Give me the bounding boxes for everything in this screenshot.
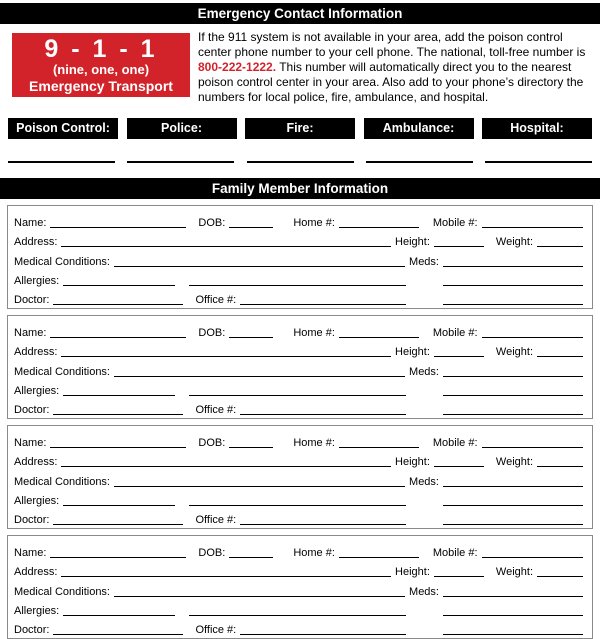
member-row-1 bbox=[14, 541, 583, 560]
meds-continuation-line[interactable] bbox=[443, 276, 583, 286]
family-member-header-title: Family Member Information bbox=[211, 181, 389, 196]
meds-line[interactable] bbox=[443, 587, 583, 597]
medical-conditions-label: Medical Conditions: bbox=[14, 365, 110, 378]
member-row-5 bbox=[14, 508, 583, 527]
medical-conditions-label: Medical Conditions: bbox=[14, 585, 110, 598]
dob-label: DOB: bbox=[198, 437, 226, 450]
allergies-continuation-line[interactable] bbox=[189, 496, 406, 506]
fire-label: Fire: bbox=[245, 118, 355, 139]
name-line[interactable] bbox=[50, 218, 186, 228]
meds-label: Meds: bbox=[409, 365, 439, 378]
family-member-block bbox=[7, 425, 593, 529]
member-row-1 bbox=[14, 321, 583, 340]
member-row-2 bbox=[14, 230, 583, 249]
member-row-5 bbox=[14, 398, 583, 417]
name-line[interactable] bbox=[50, 328, 186, 338]
height-line[interactable] bbox=[434, 237, 484, 247]
allergies-line[interactable] bbox=[63, 496, 175, 506]
doctor-label: Doctor: bbox=[14, 623, 50, 636]
name-label: Name: bbox=[14, 437, 47, 450]
allergies-line[interactable] bbox=[63, 606, 175, 616]
mobile-phone-label: Mobile #: bbox=[432, 327, 478, 340]
mobile-phone-line[interactable] bbox=[482, 218, 583, 228]
address-line[interactable] bbox=[61, 237, 391, 247]
height-line[interactable] bbox=[434, 457, 484, 467]
weight-line[interactable] bbox=[537, 457, 583, 467]
meds-continuation-line-2[interactable] bbox=[443, 405, 583, 415]
dob-label: DOB: bbox=[198, 217, 226, 230]
home-phone-label: Home #: bbox=[293, 437, 335, 450]
dob-label: DOB: bbox=[198, 327, 226, 340]
allergies-continuation-line[interactable] bbox=[189, 276, 406, 286]
meds-continuation-line[interactable] bbox=[443, 496, 583, 506]
member-row-5 bbox=[14, 288, 583, 307]
meds-label: Meds: bbox=[409, 585, 439, 598]
home-phone-label: Home #: bbox=[293, 217, 335, 230]
medical-conditions-line[interactable] bbox=[114, 367, 405, 377]
member-row-1 bbox=[14, 211, 583, 230]
dob-line[interactable] bbox=[229, 438, 273, 448]
name-line[interactable] bbox=[50, 548, 186, 558]
mobile-phone-line[interactable] bbox=[482, 548, 583, 558]
meds-continuation-line-2[interactable] bbox=[443, 625, 583, 635]
address-label: Address: bbox=[14, 566, 58, 579]
mobile-phone-line[interactable] bbox=[482, 328, 583, 338]
address-label: Address: bbox=[14, 346, 58, 359]
intro-text-before: If the 911 system is not available in your area, add the poison control center phone number to your cell phone. The national, toll-free number is bbox=[198, 30, 586, 59]
weight-label: Weight: bbox=[495, 456, 533, 469]
meds-line[interactable] bbox=[443, 257, 583, 267]
member-row-5 bbox=[14, 618, 583, 637]
height-label: Height: bbox=[395, 456, 430, 469]
emergency-contact-blank-lines bbox=[8, 139, 592, 163]
member-row-2 bbox=[14, 450, 583, 469]
ambulance-line[interactable] bbox=[366, 139, 473, 163]
allergies-label: Allergies: bbox=[14, 274, 60, 287]
medical-conditions-label: Medical Conditions: bbox=[14, 475, 110, 488]
weight-line[interactable] bbox=[537, 347, 583, 357]
member-row-4 bbox=[14, 269, 583, 288]
dob-line[interactable] bbox=[229, 218, 273, 228]
height-line[interactable] bbox=[434, 567, 484, 577]
allergies-continuation-line[interactable] bbox=[189, 386, 406, 396]
intro-section bbox=[12, 30, 590, 111]
medical-conditions-line[interactable] bbox=[114, 257, 405, 267]
name-label: Name: bbox=[14, 217, 47, 230]
hospital-line[interactable] bbox=[485, 139, 592, 163]
address-label: Address: bbox=[14, 236, 58, 249]
office-phone-label: Office #: bbox=[195, 403, 237, 416]
meds-continuation-line[interactable] bbox=[443, 386, 583, 396]
mobile-phone-label: Mobile #: bbox=[432, 437, 478, 450]
home-phone-line[interactable] bbox=[339, 218, 419, 228]
home-phone-line[interactable] bbox=[339, 328, 419, 338]
allergies-line[interactable] bbox=[63, 386, 175, 396]
office-phone-line[interactable] bbox=[240, 625, 406, 635]
height-line[interactable] bbox=[434, 347, 484, 357]
weight-line[interactable] bbox=[537, 237, 583, 247]
allergies-label: Allergies: bbox=[14, 604, 60, 617]
doctor-line[interactable] bbox=[53, 625, 183, 635]
address-line[interactable] bbox=[61, 457, 391, 467]
home-phone-line[interactable] bbox=[339, 548, 419, 558]
intro-text-after: This number will automatically direct you to the nearest poison control center in your area. Also add to your phone’s directory the numbers for local police, fire, ambulance, and hospital. bbox=[198, 60, 584, 104]
mobile-phone-label: Mobile #: bbox=[432, 547, 478, 560]
medical-conditions-label: Medical Conditions: bbox=[14, 255, 110, 268]
member-row-4 bbox=[14, 599, 583, 618]
member-row-2 bbox=[14, 560, 583, 579]
mobile-phone-label: Mobile #: bbox=[432, 217, 478, 230]
family-member-block bbox=[7, 535, 593, 639]
911-pronunciation: (nine, one, one) bbox=[52, 62, 150, 77]
family-members-list bbox=[7, 205, 593, 639]
address-line[interactable] bbox=[61, 567, 391, 577]
doctor-label: Doctor: bbox=[14, 293, 50, 306]
height-label: Height: bbox=[395, 346, 430, 359]
meds-continuation-line-2[interactable] bbox=[443, 515, 583, 525]
doctor-label: Doctor: bbox=[14, 403, 50, 416]
poison-control-line[interactable] bbox=[8, 139, 115, 163]
weight-label: Weight: bbox=[495, 236, 533, 249]
member-row-1 bbox=[14, 431, 583, 450]
hospital-label: Hospital: bbox=[482, 118, 592, 139]
emergency-contact-labels-row bbox=[8, 118, 592, 139]
height-label: Height: bbox=[395, 236, 430, 249]
office-phone-line[interactable] bbox=[240, 515, 406, 525]
office-phone-label: Office #: bbox=[195, 513, 237, 526]
allergies-label: Allergies: bbox=[14, 384, 60, 397]
height-label: Height: bbox=[395, 566, 430, 579]
doctor-line[interactable] bbox=[53, 515, 183, 525]
weight-line[interactable] bbox=[537, 567, 583, 577]
weight-label: Weight: bbox=[495, 566, 533, 579]
doctor-line[interactable] bbox=[53, 405, 183, 415]
meds-label: Meds: bbox=[409, 475, 439, 488]
medical-conditions-line[interactable] bbox=[114, 587, 405, 597]
address-line[interactable] bbox=[61, 347, 391, 357]
name-label: Name: bbox=[14, 547, 47, 560]
allergies-line[interactable] bbox=[63, 276, 175, 286]
address-label: Address: bbox=[14, 456, 58, 469]
home-phone-label: Home #: bbox=[293, 547, 335, 560]
meds-label: Meds: bbox=[409, 255, 439, 268]
mobile-phone-line[interactable] bbox=[482, 438, 583, 448]
meds-continuation-line[interactable] bbox=[443, 606, 583, 616]
poison-control-number: 800-222-1222. bbox=[198, 60, 277, 74]
member-row-3 bbox=[14, 579, 583, 598]
doctor-line[interactable] bbox=[53, 295, 183, 305]
family-member-block bbox=[7, 315, 593, 419]
intro-paragraph bbox=[198, 30, 590, 105]
member-row-3 bbox=[14, 359, 583, 378]
office-phone-line[interactable] bbox=[240, 405, 406, 415]
allergies-label: Allergies: bbox=[14, 494, 60, 507]
family-member-block bbox=[7, 205, 593, 309]
911-number: 9 - 1 - 1 bbox=[44, 35, 158, 63]
dob-label: DOB: bbox=[198, 547, 226, 560]
medical-conditions-line[interactable] bbox=[114, 477, 405, 487]
meds-continuation-line-2[interactable] bbox=[443, 295, 583, 305]
name-label: Name: bbox=[14, 327, 47, 340]
dob-line[interactable] bbox=[229, 548, 273, 558]
emergency-contact-header-title: Emergency Contact Information bbox=[197, 6, 403, 21]
home-phone-line[interactable] bbox=[339, 438, 419, 448]
weight-label: Weight: bbox=[495, 346, 533, 359]
ambulance-label: Ambulance: bbox=[364, 118, 474, 139]
office-phone-line[interactable] bbox=[240, 295, 406, 305]
name-line[interactable] bbox=[50, 438, 186, 448]
member-row-3 bbox=[14, 249, 583, 268]
member-row-3 bbox=[14, 469, 583, 488]
doctor-label: Doctor: bbox=[14, 513, 50, 526]
member-row-4 bbox=[14, 379, 583, 398]
member-row-2 bbox=[14, 340, 583, 359]
fire-line[interactable] bbox=[247, 139, 354, 163]
emergency-contact-header bbox=[0, 3, 600, 24]
dob-line[interactable] bbox=[229, 328, 273, 338]
member-row-4 bbox=[14, 489, 583, 508]
allergies-continuation-line[interactable] bbox=[189, 606, 406, 616]
poison-control-label: Poison Control: bbox=[8, 118, 118, 139]
emergency-911-box bbox=[12, 33, 190, 111]
911-label: Emergency Transport System bbox=[29, 78, 173, 111]
family-member-header bbox=[0, 178, 600, 199]
meds-line[interactable] bbox=[443, 367, 583, 377]
meds-line[interactable] bbox=[443, 477, 583, 487]
office-phone-label: Office #: bbox=[195, 623, 237, 636]
police-line[interactable] bbox=[127, 139, 234, 163]
home-phone-label: Home #: bbox=[293, 327, 335, 340]
police-label: Police: bbox=[127, 118, 237, 139]
office-phone-label: Office #: bbox=[195, 293, 237, 306]
